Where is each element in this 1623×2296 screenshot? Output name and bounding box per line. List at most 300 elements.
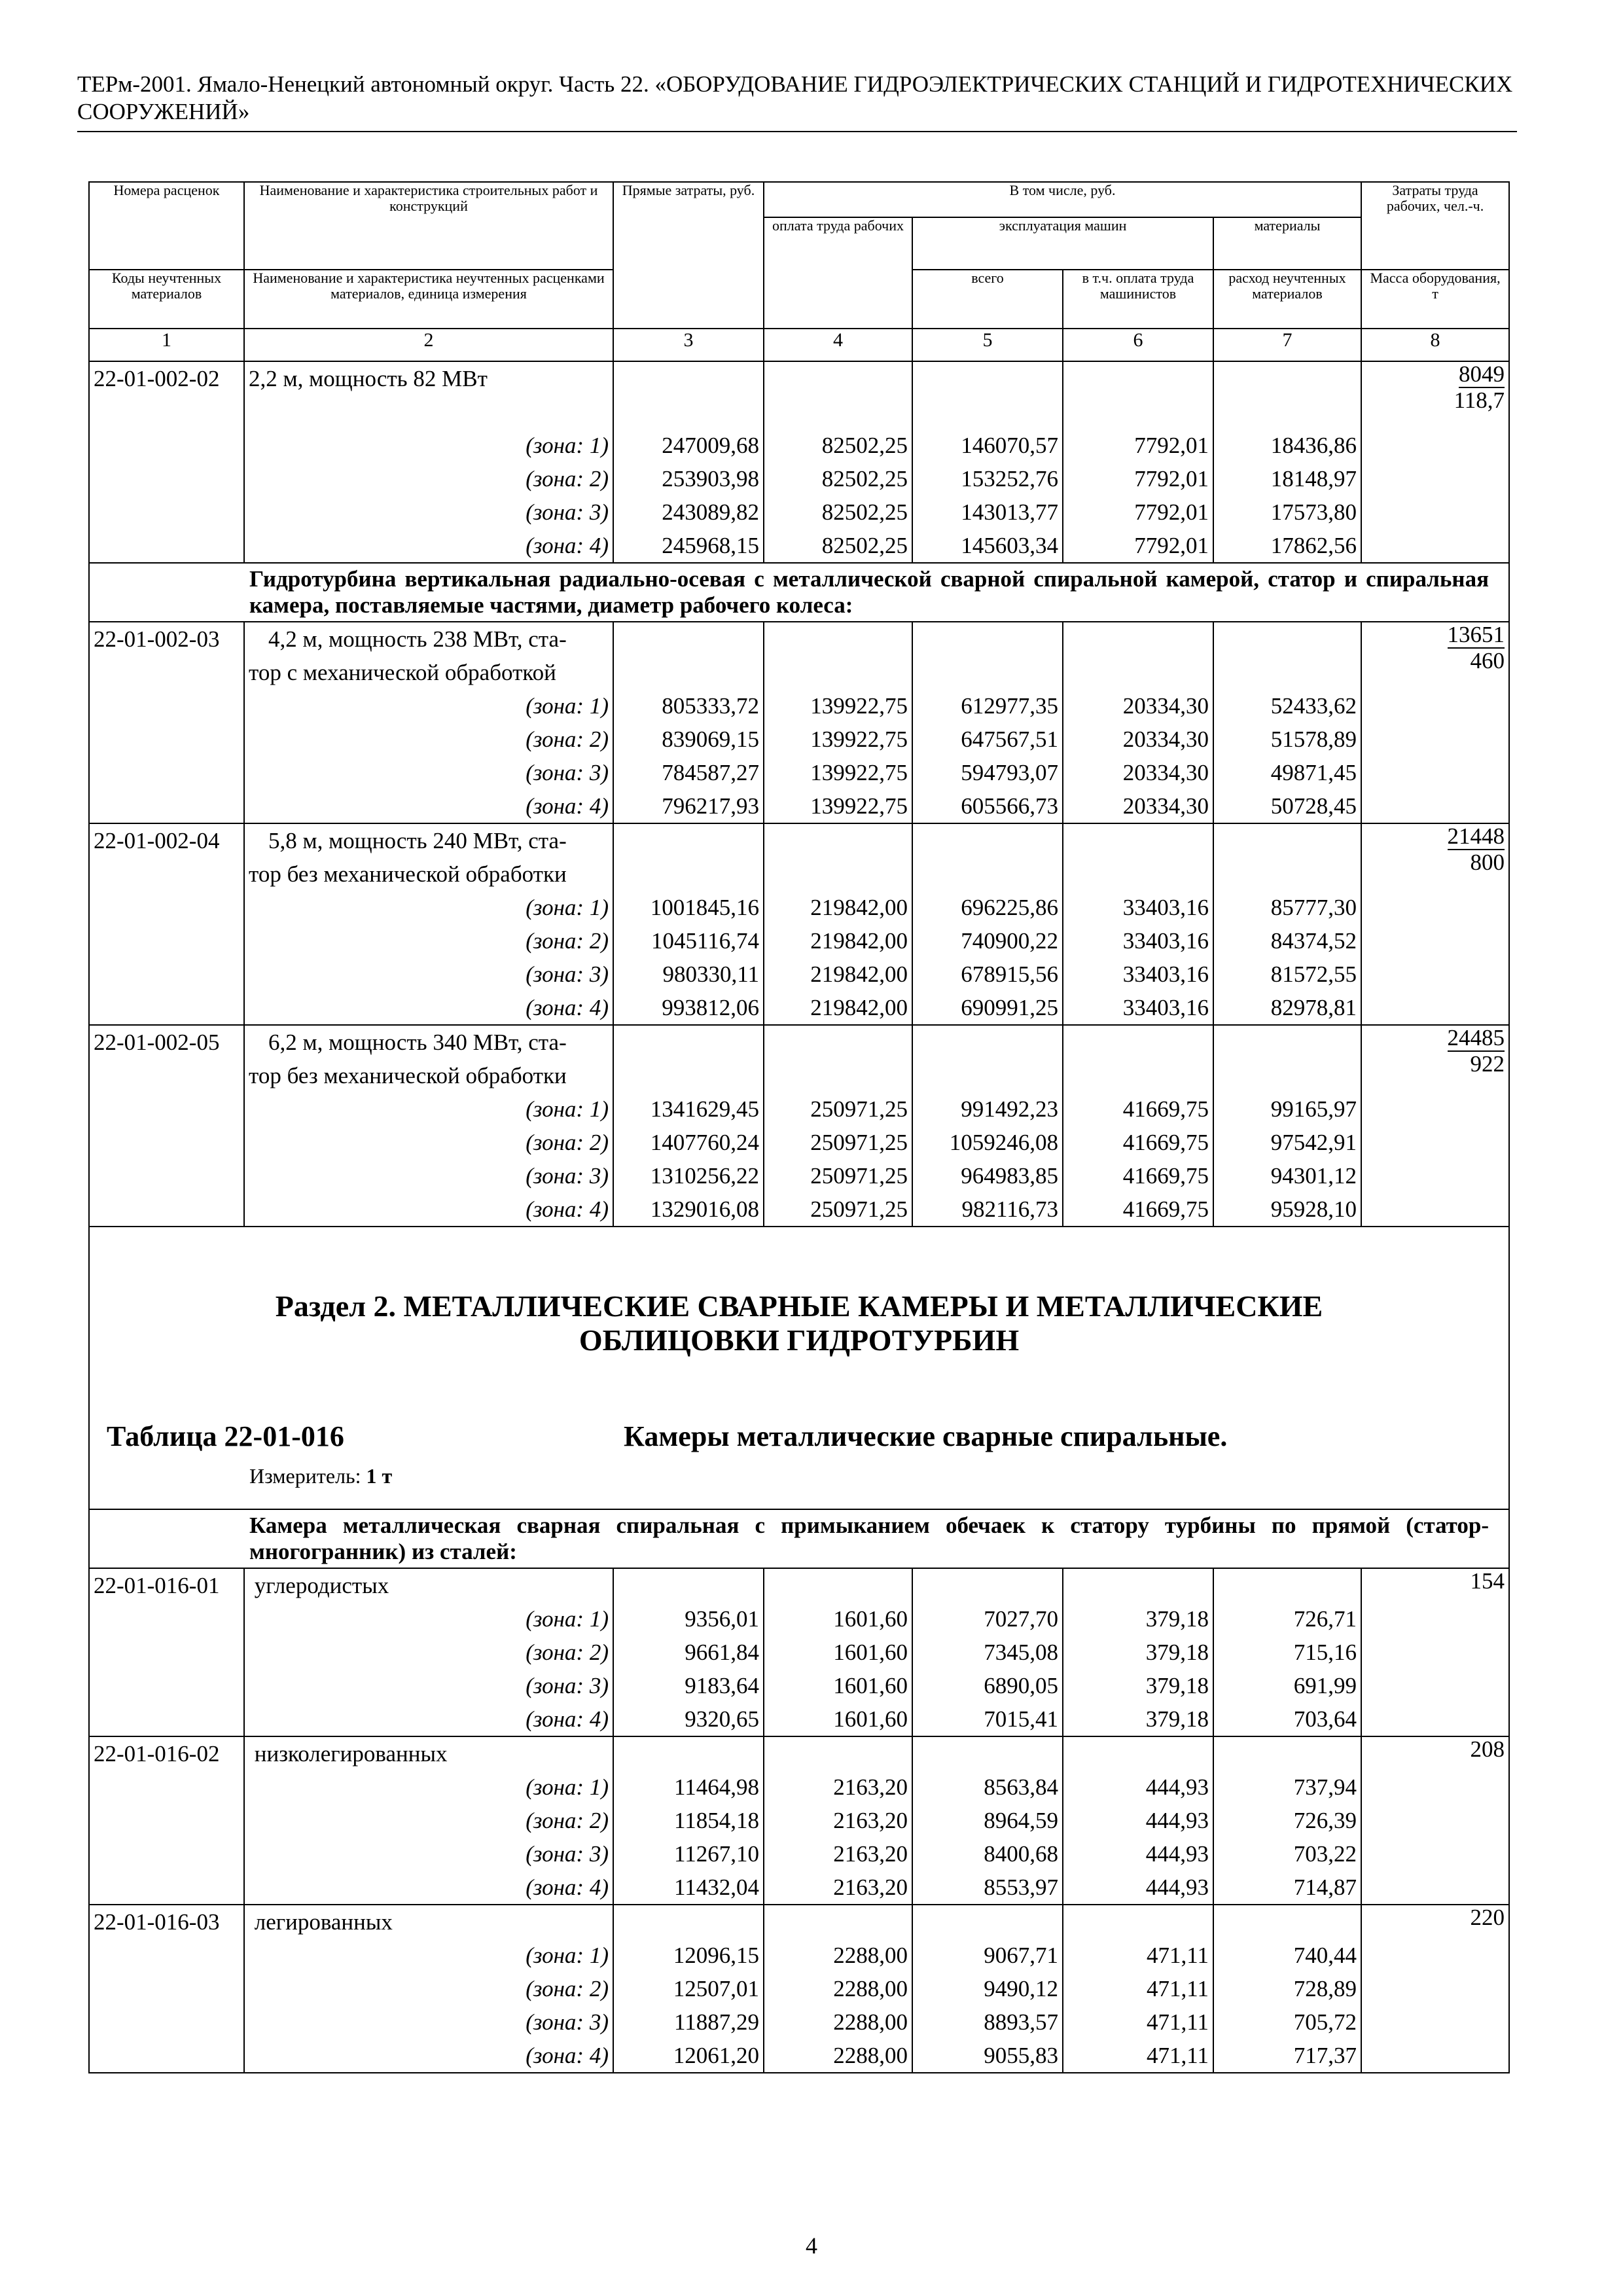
- spacer: [1067, 362, 1209, 395]
- machines-total-value: 8893,57: [984, 2009, 1058, 2035]
- worker-pay-value: 219842,00: [810, 961, 908, 987]
- materials-value: 50728,45: [1270, 793, 1357, 819]
- value-cell-worker-pay: [764, 823, 912, 1025]
- zone-label: (зона: 4): [526, 1196, 609, 1222]
- zone-label: (зона: 1): [526, 1606, 609, 1632]
- direct-costs-value: 784587,27: [662, 760, 759, 785]
- running-header: ТЕРм-2001. Ямало-Ненецкий автономный округ. Часть 22. «ОБОРУДОВАНИЕ ГИДРОЭЛЕКТРИЧЕСКИХ СТАНЦИЙ И ГИДРОТЕХНИЧЕСКИХ СООРУЖЕНИЙ»: [77, 71, 1513, 124]
- header-direct-costs: Прямые затраты, руб.: [613, 182, 764, 329]
- value-cell-materials: [1213, 1025, 1361, 1227]
- labor-mass-cell: [1361, 1736, 1509, 1905]
- materials-value: 17573,80: [1270, 499, 1357, 525]
- direct-costs-value: 11887,29: [674, 2009, 759, 2035]
- value-cell-worker-pay: [764, 1736, 912, 1905]
- machinist-pay-value: 41669,75: [1122, 1096, 1209, 1122]
- materials-value: 97542,91: [1270, 1130, 1357, 1155]
- column-number: 4: [764, 329, 912, 361]
- value-cell-machines-total: [912, 823, 1063, 1025]
- direct-costs-value: 1001845,16: [650, 895, 759, 920]
- worker-pay-value: 1601,60: [833, 1706, 908, 1732]
- zone-label: (зона: 1): [526, 1096, 609, 1122]
- equipment-mass: 800: [1470, 850, 1505, 875]
- group-heading: Гидротурбина вертикальная радиально-осевая с металлической сварной спиральной камерой, статор и спиральная камера, поставляемые частями, диаметр рабочего колеса:: [89, 563, 1509, 622]
- worker-pay-value: 82502,25: [821, 433, 908, 458]
- zone-label: (зона: 3): [526, 760, 609, 785]
- section-block: [89, 1227, 1509, 1509]
- machines-total-value: 964983,85: [961, 1163, 1058, 1189]
- spacer: [618, 857, 759, 891]
- materials-value: 726,39: [1293, 1808, 1357, 1833]
- machinist-pay-value: 41669,75: [1122, 1196, 1209, 1222]
- table-number: Таблица 22-01-016: [107, 1420, 344, 1452]
- direct-costs-value: 980330,11: [662, 961, 759, 987]
- machinist-pay-value: 379,18: [1145, 1640, 1209, 1665]
- rate-entry-row: [89, 823, 1509, 1025]
- equipment-mass: 460: [1470, 648, 1505, 673]
- machinist-pay-value: 20334,30: [1122, 693, 1209, 719]
- rate-code-cell: [89, 622, 244, 823]
- rate-entry-row: [89, 1568, 1509, 1736]
- direct-costs-value: 12507,01: [673, 1976, 759, 2001]
- value-cell-machines-total: [912, 622, 1063, 823]
- spacer: [768, 1569, 908, 1602]
- spacer: [1218, 1026, 1357, 1059]
- value-cell-machinist-pay: [1063, 1568, 1213, 1736]
- equipment-mass: 922: [1470, 1051, 1505, 1077]
- direct-costs-value: 11464,98: [674, 1774, 759, 1800]
- labor-hours: 208: [1470, 1736, 1505, 1762]
- header-rule: [77, 131, 1517, 132]
- header-material-codes: Коды неучтенных материалов: [89, 270, 244, 329]
- rate-description-cell: [244, 1905, 613, 2073]
- direct-costs-value: 11854,18: [674, 1808, 759, 1833]
- value-cell-worker-pay: [764, 622, 912, 823]
- value-cell-direct-costs: [613, 1568, 764, 1736]
- worker-pay-value: 82502,25: [821, 499, 908, 525]
- rate-description-cell: [244, 1568, 613, 1736]
- materials-value: 49871,45: [1270, 760, 1357, 785]
- value-cell-direct-costs: [613, 1905, 764, 2073]
- column-number: 7: [1213, 329, 1361, 361]
- spacer: [917, 395, 1058, 429]
- rate-description: углеродистых: [249, 1573, 389, 1598]
- header-machines: эксплуатация машин: [912, 217, 1213, 270]
- rate-description-cell: [244, 1025, 613, 1227]
- direct-costs-value: 839069,15: [662, 726, 759, 752]
- direct-costs-value: 9183,64: [685, 1673, 759, 1698]
- worker-pay-value: 139922,75: [810, 726, 908, 752]
- machinist-pay-value: 444,93: [1145, 1874, 1209, 1900]
- group-heading: Камера металлическая сварная спиральная с примыканием обечаек к статору турбины по прямой (статор-многогранник) из сталей:: [89, 1509, 1509, 1568]
- spacer: [1218, 857, 1357, 891]
- spacer: [768, 1737, 908, 1770]
- materials-value: 714,87: [1293, 1874, 1357, 1900]
- labor-hours: 13651: [1447, 622, 1505, 647]
- spacer: [917, 362, 1058, 395]
- zone-label: (зона: 2): [526, 1976, 609, 2001]
- rate-description-cell: [244, 823, 613, 1025]
- zone-label: (зона: 1): [526, 433, 609, 458]
- machines-total-value: 8964,59: [984, 1808, 1058, 1833]
- labor-mass-cell: [1361, 1025, 1509, 1227]
- spacer: [1067, 622, 1209, 656]
- machines-total-value: 690991,25: [961, 995, 1058, 1020]
- rate-description: тор с механической обработкой: [249, 660, 556, 685]
- zone-label: (зона: 1): [526, 1774, 609, 1800]
- spacer: [1067, 1569, 1209, 1602]
- spacer: [618, 622, 759, 656]
- spacer: [768, 824, 908, 857]
- zone-label: (зона: 4): [526, 2043, 609, 2068]
- value-cell-direct-costs: [613, 1736, 764, 1905]
- rate-entry-row: [89, 1736, 1509, 1905]
- spacer: [768, 395, 908, 429]
- header-worker-pay: оплата труда рабочих: [764, 217, 912, 329]
- header-material-names: Наименование и характеристика неучтенных расценками материалов, единица измерения: [244, 270, 613, 329]
- worker-pay-value: 139922,75: [810, 760, 908, 785]
- rate-code-cell: [89, 1736, 244, 1905]
- spacer: [618, 1059, 759, 1092]
- rate-description-cell: [244, 361, 613, 563]
- zone-label: (зона: 4): [526, 793, 609, 819]
- value-cell-machinist-pay: [1063, 1905, 1213, 2073]
- direct-costs-value: 243089,82: [662, 499, 759, 525]
- zone-label: (зона: 4): [526, 533, 609, 558]
- column-number: 5: [912, 329, 1063, 361]
- value-cell-worker-pay: [764, 1025, 912, 1227]
- machinist-pay-value: 41669,75: [1122, 1130, 1209, 1155]
- machinist-pay-value: 20334,30: [1122, 726, 1209, 752]
- zone-label: (зона: 1): [526, 1943, 609, 1968]
- header-work-name: Наименование и характеристика строительных работ и конструкций: [244, 182, 613, 270]
- materials-value: 703,64: [1293, 1706, 1357, 1732]
- value-cell-machinist-pay: [1063, 622, 1213, 823]
- column-number: 6: [1063, 329, 1213, 361]
- direct-costs-value: 1329016,08: [650, 1196, 759, 1222]
- labor-hours: 220: [1470, 1905, 1505, 1930]
- rate-code-cell: [89, 1905, 244, 2073]
- spacer: [917, 1026, 1058, 1059]
- spacer: [1067, 395, 1209, 429]
- value-cell-machinist-pay: [1063, 361, 1213, 563]
- labor-hours: 8049: [1459, 361, 1505, 387]
- value-cell-materials: [1213, 823, 1361, 1025]
- materials-value: 85777,30: [1270, 895, 1357, 920]
- unit-label: Измеритель:: [249, 1464, 361, 1488]
- zone-label: (зона: 3): [526, 1673, 609, 1698]
- machines-total-value: 7015,41: [984, 1706, 1058, 1732]
- spacer: [1218, 1569, 1357, 1602]
- machines-total-value: 991492,23: [961, 1096, 1058, 1122]
- worker-pay-value: 2163,20: [833, 1808, 908, 1833]
- equipment-mass: 118,7: [1454, 387, 1505, 413]
- machinist-pay-value: 471,11: [1147, 1943, 1209, 1968]
- spacer: [768, 656, 908, 689]
- zone-label: (зона: 3): [526, 1163, 609, 1189]
- materials-value: 95928,10: [1270, 1196, 1357, 1222]
- rate-entry-row: [89, 622, 1509, 823]
- zone-label: (зона: 3): [526, 499, 609, 525]
- rate-description: легированных: [249, 1909, 393, 1935]
- spacer: [618, 1737, 759, 1770]
- spacer: [1218, 656, 1357, 689]
- machines-total-value: 1059246,08: [949, 1130, 1058, 1155]
- rate-code: 22-01-002-02: [94, 366, 220, 391]
- direct-costs-value: 1407760,24: [650, 1130, 759, 1155]
- spacer: [1218, 1059, 1357, 1092]
- rate-description: тор без механической обработки: [249, 1063, 567, 1088]
- spacer: [917, 824, 1058, 857]
- machinist-pay-value: 33403,16: [1122, 928, 1209, 954]
- machines-total-value: 143013,77: [961, 499, 1058, 525]
- spacer: [768, 1059, 908, 1092]
- materials-value: 17862,56: [1270, 533, 1357, 558]
- machinist-pay-value: 7792,01: [1134, 466, 1209, 492]
- worker-pay-value: 1601,60: [833, 1640, 908, 1665]
- direct-costs-value: 247009,68: [662, 433, 759, 458]
- materials-value: 691,99: [1293, 1673, 1357, 1698]
- spacer: [618, 1905, 759, 1939]
- machinist-pay-value: 471,11: [1147, 2043, 1209, 2068]
- labor-mass-cell: [1361, 823, 1509, 1025]
- value-cell-machines-total: [912, 1568, 1063, 1736]
- machinist-pay-value: 379,18: [1145, 1606, 1209, 1632]
- spacer: [1218, 1737, 1357, 1770]
- spacer: [618, 1569, 759, 1602]
- zone-label: (зона: 3): [526, 1841, 609, 1867]
- zone-label: (зона: 4): [526, 1874, 609, 1900]
- worker-pay-value: 250971,25: [810, 1163, 908, 1189]
- direct-costs-value: 796217,93: [662, 793, 759, 819]
- zone-label: (зона: 4): [526, 995, 609, 1020]
- value-cell-materials: [1213, 1568, 1361, 1736]
- spacer: [917, 622, 1058, 656]
- worker-pay-value: 1601,60: [833, 1673, 908, 1698]
- machinist-pay-value: 33403,16: [1122, 995, 1209, 1020]
- machinist-pay-value: 471,11: [1147, 1976, 1209, 2001]
- zone-label: (зона: 1): [526, 693, 609, 719]
- value-cell-machines-total: [912, 361, 1063, 563]
- materials-value: 740,44: [1293, 1943, 1357, 1968]
- rate-code-cell: [89, 823, 244, 1025]
- machines-total-value: 647567,51: [961, 726, 1058, 752]
- header-equipment-mass: Масса оборудования, т: [1361, 270, 1509, 329]
- zone-label: (зона: 3): [526, 961, 609, 987]
- section-title-line: ОБЛИЦОВКИ ГИДРОТУРБИН: [579, 1323, 1020, 1357]
- page-number: 4: [806, 2233, 817, 2259]
- materials-value: 728,89: [1293, 1976, 1357, 2001]
- spacer: [1067, 1905, 1209, 1939]
- machines-total-value: 145603,34: [961, 533, 1058, 558]
- worker-pay-value: 250971,25: [810, 1130, 908, 1155]
- worker-pay-value: 2163,20: [833, 1874, 908, 1900]
- labor-mass-cell: [1361, 361, 1509, 563]
- worker-pay-value: 82502,25: [821, 533, 908, 558]
- rate-code: 22-01-016-02: [94, 1741, 220, 1767]
- rate-code-cell: [89, 1568, 244, 1736]
- materials-value: 51578,89: [1270, 726, 1357, 752]
- labor-hours: 24485: [1447, 1025, 1505, 1050]
- rate-entry-row: [89, 1905, 1509, 2073]
- direct-costs-value: 9661,84: [685, 1640, 759, 1665]
- machinist-pay-value: 33403,16: [1122, 961, 1209, 987]
- direct-costs-value: 9356,01: [685, 1606, 759, 1632]
- rate-code: 22-01-002-03: [94, 626, 220, 652]
- spacer: [618, 824, 759, 857]
- materials-value: 717,37: [1293, 2043, 1357, 2068]
- rate-description: тор без механической обработки: [249, 861, 567, 887]
- machines-total-value: 594793,07: [961, 760, 1058, 785]
- machinist-pay-value: 379,18: [1145, 1673, 1209, 1698]
- zone-label: (зона: 1): [526, 895, 609, 920]
- spacer: [768, 622, 908, 656]
- worker-pay-value: 219842,00: [810, 995, 908, 1020]
- rate-description: низколегированных: [249, 1741, 448, 1767]
- worker-pay-value: 219842,00: [810, 895, 908, 920]
- table-name: Камеры металлические сварные спиральные.: [624, 1420, 1228, 1452]
- value-cell-materials: [1213, 361, 1361, 563]
- machines-total-value: 605566,73: [961, 793, 1058, 819]
- value-cell-direct-costs: [613, 823, 764, 1025]
- machines-total-value: 982116,73: [961, 1196, 1058, 1222]
- machines-total-value: 740900,22: [961, 928, 1058, 954]
- value-cell-machines-total: [912, 1736, 1063, 1905]
- column-number: 8: [1361, 329, 1509, 361]
- rate-code: 22-01-016-03: [94, 1909, 220, 1935]
- spacer: [1067, 1026, 1209, 1059]
- worker-pay-value: 250971,25: [810, 1096, 908, 1122]
- header-machines-total: всего: [912, 270, 1063, 329]
- rate-code: 22-01-002-04: [94, 828, 220, 853]
- zone-label: (зона: 3): [526, 2009, 609, 2035]
- group-heading-row: [89, 1509, 1509, 1568]
- value-cell-materials: [1213, 1905, 1361, 2073]
- direct-costs-value: 12061,20: [673, 2043, 759, 2068]
- spacer: [917, 656, 1058, 689]
- rates-table: [88, 181, 1510, 2073]
- header-labor-costs: Затраты труда рабочих, чел.-ч.: [1361, 182, 1509, 270]
- zone-label: (зона: 2): [526, 726, 609, 752]
- machines-total-value: 6890,05: [984, 1673, 1058, 1698]
- direct-costs-value: 245968,15: [662, 533, 759, 558]
- spacer: [249, 395, 609, 429]
- rate-entry-row: [89, 361, 1509, 563]
- spacer: [917, 1059, 1058, 1092]
- value-cell-worker-pay: [764, 1568, 912, 1736]
- spacer: [1218, 362, 1357, 395]
- rate-code-cell: [89, 361, 244, 563]
- machinist-pay-value: 444,93: [1145, 1808, 1209, 1833]
- spacer: [768, 857, 908, 891]
- spacer: [618, 656, 759, 689]
- machinist-pay-value: 379,18: [1145, 1706, 1209, 1732]
- materials-value: 82978,81: [1270, 995, 1357, 1020]
- machines-total-value: 678915,56: [961, 961, 1058, 987]
- rate-description: 6,2 м, мощность 340 МВт, ста-: [268, 1030, 567, 1055]
- machinist-pay-value: 471,11: [1147, 2009, 1209, 2035]
- unit-of-measure: [249, 1464, 1505, 1488]
- zone-label: (зона: 2): [526, 1808, 609, 1833]
- machines-total-value: 8553,97: [984, 1874, 1058, 1900]
- rate-description: 2,2 м, мощность 82 МВт: [249, 366, 488, 391]
- labor-mass-cell: [1361, 1905, 1509, 2073]
- direct-costs-value: 11267,10: [674, 1841, 759, 1867]
- machines-total-value: 8400,68: [984, 1841, 1058, 1867]
- materials-value: 18436,86: [1270, 433, 1357, 458]
- zone-label: (зона: 2): [526, 466, 609, 492]
- machinist-pay-value: 444,93: [1145, 1774, 1209, 1800]
- spacer: [1218, 622, 1357, 656]
- spacer: [917, 1569, 1058, 1602]
- machines-total-value: 146070,57: [961, 433, 1058, 458]
- unit-value: 1 т: [366, 1464, 393, 1488]
- materials-value: 705,72: [1293, 2009, 1357, 2035]
- machines-total-value: 9055,83: [984, 2043, 1058, 2068]
- column-number: 1: [89, 329, 244, 361]
- rate-description-cell: [244, 1736, 613, 1905]
- worker-pay-value: 219842,00: [810, 928, 908, 954]
- spacer: [768, 1026, 908, 1059]
- zone-label: (зона: 4): [526, 1706, 609, 1732]
- direct-costs-value: 1341629,45: [650, 1096, 759, 1122]
- header-including: В том числе, руб.: [764, 182, 1361, 217]
- rate-description: 5,8 м, мощность 240 МВт, ста-: [268, 828, 567, 853]
- machinist-pay-value: 41669,75: [1122, 1163, 1209, 1189]
- worker-pay-value: 2288,00: [833, 1976, 908, 2001]
- machines-total-value: 7345,08: [984, 1640, 1058, 1665]
- spacer: [1067, 656, 1209, 689]
- spacer: [1067, 857, 1209, 891]
- rate-description: 4,2 м, мощность 238 МВт, ста-: [268, 626, 567, 652]
- rate-description-cell: [244, 622, 613, 823]
- zone-label: (зона: 2): [526, 928, 609, 954]
- machines-total-value: 9490,12: [984, 1976, 1058, 2001]
- value-cell-machinist-pay: [1063, 1736, 1213, 1905]
- materials-value: 94301,12: [1270, 1163, 1357, 1189]
- value-cell-machinist-pay: [1063, 1025, 1213, 1227]
- zone-label: (зона: 2): [526, 1640, 609, 1665]
- spacer: [618, 362, 759, 395]
- value-cell-direct-costs: [613, 622, 764, 823]
- direct-costs-value: 11432,04: [674, 1874, 759, 1900]
- spacer: [1218, 395, 1357, 429]
- worker-pay-value: 139922,75: [810, 793, 908, 819]
- worker-pay-value: 2163,20: [833, 1774, 908, 1800]
- spacer: [768, 1905, 908, 1939]
- direct-costs-value: 253903,98: [662, 466, 759, 492]
- machines-total-value: 153252,76: [961, 466, 1058, 492]
- spacer: [1067, 1059, 1209, 1092]
- machinist-pay-value: 20334,30: [1122, 760, 1209, 785]
- worker-pay-value: 139922,75: [810, 693, 908, 719]
- spacer: [1067, 824, 1209, 857]
- header-machinist-pay: в т.ч. оплата труда машинистов: [1063, 270, 1213, 329]
- machines-total-value: 8563,84: [984, 1774, 1058, 1800]
- header-materials: материалы: [1213, 217, 1361, 270]
- worker-pay-value: 82502,25: [821, 466, 908, 492]
- zone-label: (зона: 2): [526, 1130, 609, 1155]
- spacer: [618, 1026, 759, 1059]
- spacer: [1218, 824, 1357, 857]
- direct-costs-value: 12096,15: [673, 1943, 759, 1968]
- worker-pay-value: 2163,20: [833, 1841, 908, 1867]
- spacer: [1218, 1905, 1357, 1939]
- worker-pay-value: 2288,00: [833, 1943, 908, 1968]
- direct-costs-value: 1310256,22: [650, 1163, 759, 1189]
- value-cell-worker-pay: [764, 361, 912, 563]
- header-unaccounted-materials: расход неучтенных материалов: [1213, 270, 1361, 329]
- direct-costs-value: 1045116,74: [651, 928, 759, 954]
